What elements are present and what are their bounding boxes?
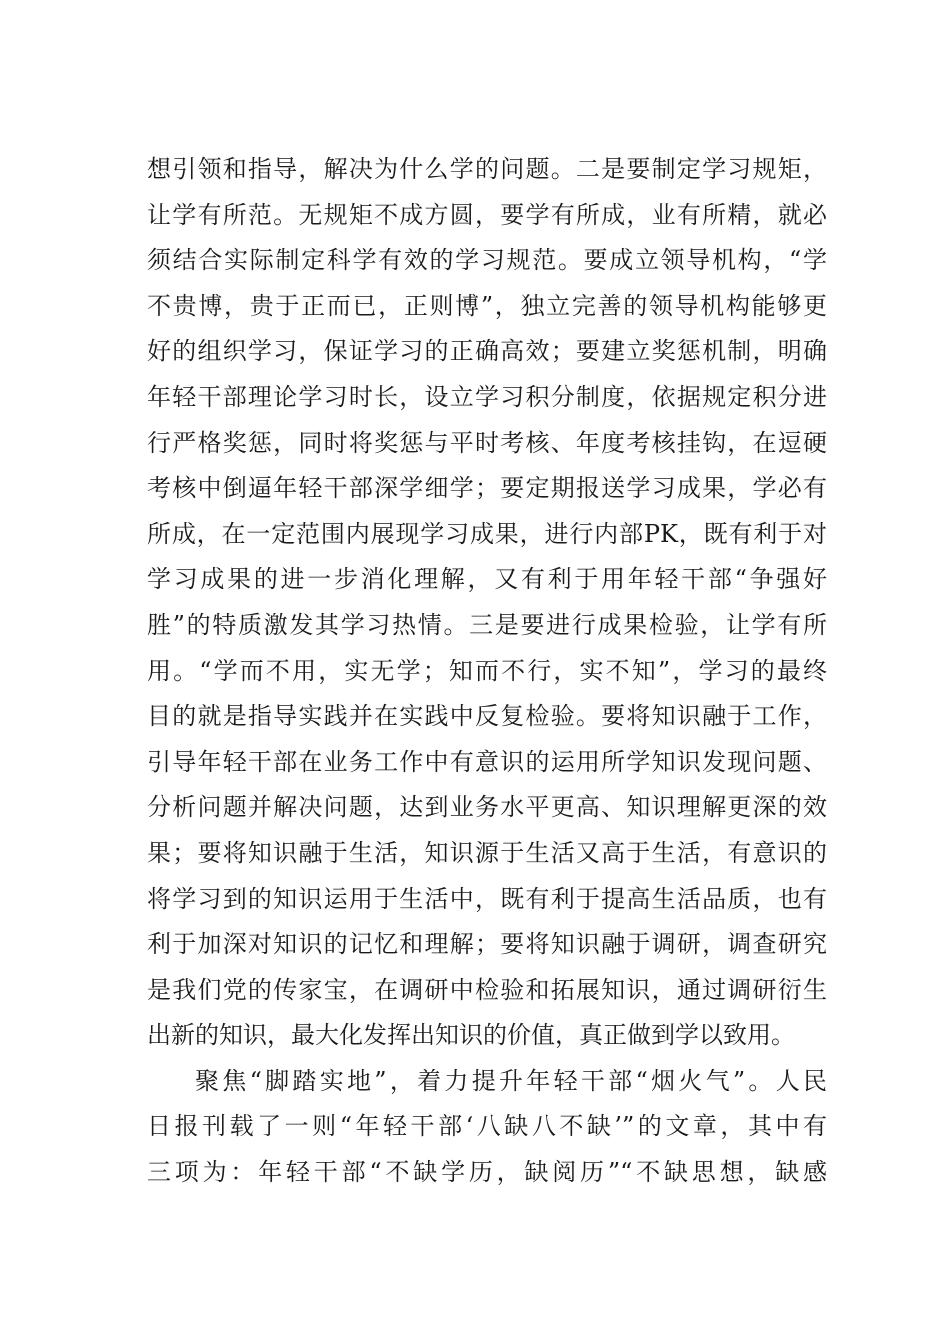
text-line: 是我们党的传家宝，在调研中检验和拓展知识，通过调研衍生 xyxy=(147,975,827,1004)
text-line: 考核中倒逼年轻干部深学细学；要定期报送学习成果，学必有 xyxy=(147,474,827,503)
text-line: 年轻干部理论学习时长，设立学习积分制度，依据规定积分进 xyxy=(147,382,827,411)
text-line: 出新的知识，最大化发挥出知识的价值，真正做到学以致用。 xyxy=(147,1021,795,1050)
text-line: 行严格奖惩，同时将奖惩与平时考核、年度考核挂钩，在逗硬 xyxy=(147,428,827,457)
text-line: 将学习到的知识运用于生活中，既有利于提高生活品质，也有 xyxy=(147,884,827,913)
text-line: 用。“学而不用，实无学；知而不行，实不知”，学习的最终 xyxy=(147,656,827,685)
text-line: 分析问题并解决问题，达到业务水平更高、知识理解更深的效 xyxy=(147,793,827,822)
text-line: 胜”的特质激发其学习热情。三是要进行成果检验，让学有所 xyxy=(147,610,827,639)
text-line: 所成，在一定范围内展现学习成果，进行内部PK，既有利于对 xyxy=(147,519,827,548)
text-line: 目的就是指导实践并在实践中反复检验。要将知识融于工作， xyxy=(147,702,827,731)
text-line: 果；要将知识融于生活，知识源于生活又高于生活，有意识的 xyxy=(147,838,827,867)
text-line: 不贵博，贵于正而已，正则博”，独立完善的领导机构能够更 xyxy=(147,291,827,320)
text-line: 学习成果的进一步消化理解，又有利于用年轻干部“争强好 xyxy=(147,565,827,594)
text-line: 聚焦“脚踏实地”，着力提升年轻干部“烟火气”。人民 xyxy=(195,1066,827,1095)
text-line: 好的组织学习，保证学习的正确高效；要建立奖惩机制，明确 xyxy=(147,337,827,366)
text-line: 利于加深对知识的记忆和理解；要将知识融于调研，调查研究 xyxy=(147,930,827,959)
text-line: 日报刊载了一则“年轻干部‘八缺八不缺’”的文章，其中有 xyxy=(147,1112,827,1141)
paragraph-2 xyxy=(147,1059,827,1196)
text-line: 三项为：年轻干部“不缺学历，缺阅历”“不缺思想，缺感 xyxy=(147,1158,827,1187)
text-line: 让学有所范。无规矩不成方圆，要学有所成，业有所精，就必 xyxy=(147,200,827,229)
paragraph-1 xyxy=(147,147,827,1059)
text-line: 引导年轻干部在业务工作中有意识的运用所学知识发现问题、 xyxy=(147,747,827,776)
text-line: 想引领和指导，解决为什么学的问题。二是要制定学习规矩， xyxy=(147,155,827,183)
body-text xyxy=(147,147,827,1196)
text-line: 须结合实际制定科学有效的学习规范。要成立领导机构，“学 xyxy=(147,246,827,275)
